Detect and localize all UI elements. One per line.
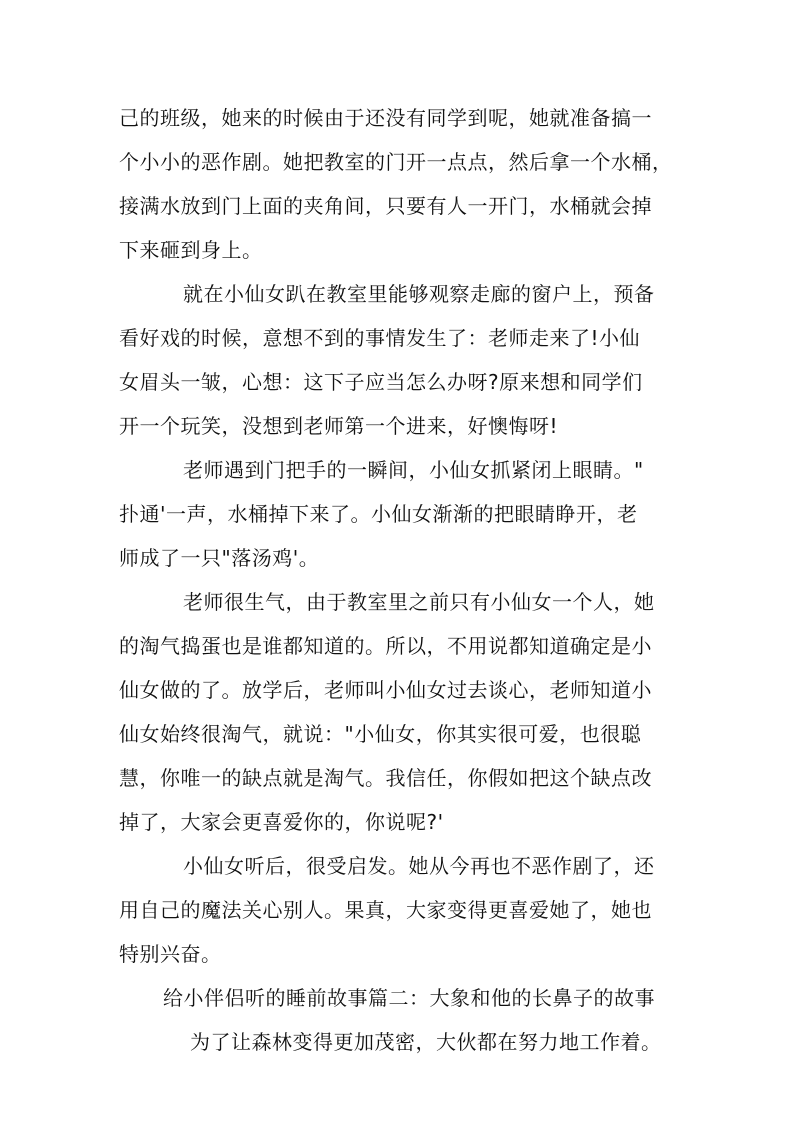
text-line: 个小小的恶作剧。她把教室的门开一点点，然后拿一个水桶，	[119, 150, 673, 174]
text-line: 开一个玩笑，没想到老师第一个进来，好懊悔呀!	[119, 414, 559, 438]
text-line: 看好戏的时候，意想不到的事情发生了：老师走来了!小仙	[119, 326, 641, 350]
text-line: 老师遇到门把手的一瞬间，小仙女抓紧闭上眼睛。"	[183, 458, 644, 482]
text-line: 就在小仙女趴在教室里能够观察走廊的窗户上，预备	[183, 282, 655, 306]
text-line: 下来砸到身上。	[119, 238, 263, 262]
text-line: 接满水放到门上面的夹角间，只要有人一开门，水桶就会掉	[119, 194, 652, 218]
text-line: 掉了，大家会更喜爱你的，你说呢?'	[119, 810, 444, 834]
text-line: 仙女始终很淘气，就说："小仙女，你其实很可爱，也很聪	[119, 722, 642, 746]
text-line: 用自己的魔法关心别人。果真，大家变得更喜爱她了，她也	[119, 898, 652, 922]
text-line: 慧，你唯一的缺点就是淘气。我信任，你假如把这个缺点改	[119, 766, 652, 790]
text-line: 扑通'一声，水桶掉下来了。小仙女渐渐的把眼睛睁开，老	[119, 502, 638, 526]
text-line: 女眉头一皱，心想：这下子应当怎么办呀?原来想和同学们	[119, 370, 643, 394]
text-line: 己的班级，她来的时候由于还没有同学到呢，她就准备搞一	[119, 106, 652, 130]
section-heading: 给小伴侣听的睡前故事篇二：大象和他的长鼻子的故事	[163, 986, 655, 1010]
text-line: 老师很生气，由于教室里之前只有小仙女一个人，她	[183, 590, 655, 614]
text-line: 的淘气捣蛋也是谁都知道的。所以，不用说都知道确定是小	[119, 634, 652, 658]
text-line: 师成了一只"落汤鸡'。	[119, 546, 320, 570]
text-line: 仙女做的了。放学后，老师叫小仙女过去谈心，老师知道小	[119, 678, 652, 702]
text-line: 特别兴奋。	[119, 942, 222, 966]
text-line: 小仙女听后，很受启发。她从今再也不恶作剧了，还	[183, 854, 655, 878]
text-line: 为了让森林变得更加茂密，大伙都在努力地工作着。	[190, 1030, 662, 1054]
